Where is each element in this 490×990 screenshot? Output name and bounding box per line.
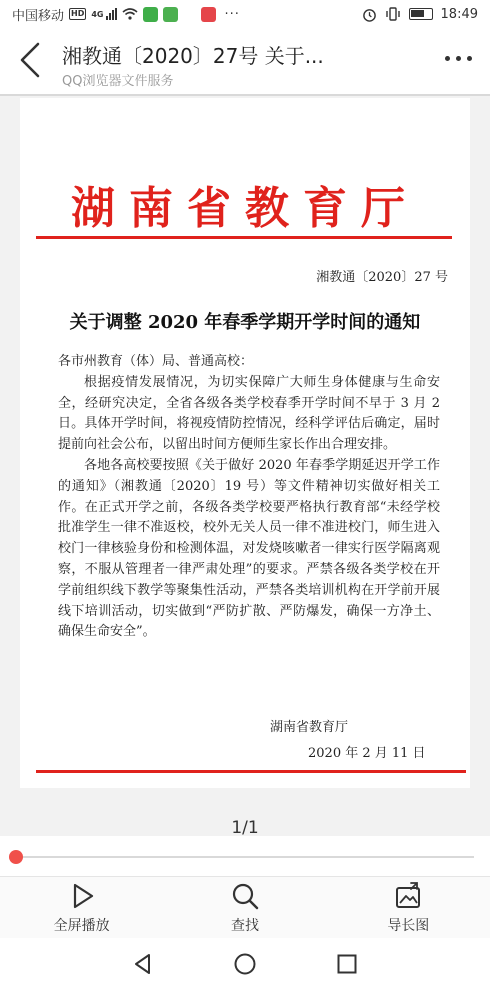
document-title: 湘教通〔2020〕27号 关于... xyxy=(62,44,324,68)
network-type: 4G xyxy=(91,9,104,19)
more-dots-icon xyxy=(445,56,450,61)
battery-icon xyxy=(409,8,433,20)
vibrate-icon xyxy=(385,7,401,21)
wifi-icon xyxy=(122,8,138,20)
carrier-name: 中国移动 xyxy=(12,8,65,24)
back-triangle-icon[interactable] xyxy=(131,952,155,976)
fullscreen-play-label: 全屏播放 xyxy=(53,918,110,934)
document-page xyxy=(20,98,470,788)
notice-body xyxy=(58,352,440,643)
paragraph-2: 各地各高校要按照《关于做好 2020 年春季学期延迟开学工作的通知》（湘教通〔2020〕19 号）等文件精神切实做好相关工作。在正式开学之前，各级各类学校要严格执行教育部“未经学校批准学生一律不准返校，校外无关人员一律不准进校门，师生进入校门一律核验身份和检测体温，对发烧咳嗽者一律实行医学隔离观察，不服从管理者一律严肃处理”的要求。严禁各级各类学校在开学前组织线下教学等聚集性活动，严禁各类培训机构在开学前开展线下培训活动，切实做到“严防扩散、严防爆发，确保一方净土、确保生命安全”。 xyxy=(58,457,440,640)
more-notifications-icon: ··· xyxy=(224,6,240,22)
bottom-toolbar xyxy=(0,876,490,938)
back-chevron-icon xyxy=(16,42,46,78)
signature: 湖南省教育厅 xyxy=(270,720,349,735)
scroll-progress-handle[interactable] xyxy=(9,850,23,864)
scroll-progress-track[interactable] xyxy=(16,856,474,858)
app-notification-icon xyxy=(163,7,178,22)
footer-divider xyxy=(36,770,466,773)
header-divider xyxy=(36,236,452,239)
notice-title: 关于调整 2020 年春季学期开学时间的通知 xyxy=(69,312,421,333)
source-label: QQ浏览器文件服务 xyxy=(62,74,174,89)
back-button[interactable] xyxy=(16,42,46,78)
viewer-header xyxy=(0,28,490,96)
document-viewport[interactable] xyxy=(0,96,490,836)
system-nav-bar xyxy=(0,938,490,990)
org-header: 湖南省教育厅 xyxy=(71,183,419,234)
signature-date: 2020 年 2 月 11 日 xyxy=(308,746,426,761)
fullscreen-play-button[interactable] xyxy=(0,877,163,938)
recents-square-icon[interactable] xyxy=(335,952,359,976)
app-notification-icon xyxy=(143,7,158,22)
search-icon xyxy=(230,881,260,911)
paragraph-1: 根据疫情发展情况，为切实保障广大师生身体健康与生命安全，经研究决定，全省各级各类学校春季开学时间不早于 3 月 2 日。具体开学时间，将视疫情防控情况，经科学评估后确定，届时提前向社会公布，以留出时间方便师生家长作出合理安排。 xyxy=(58,374,440,453)
hd-badge: HD xyxy=(71,9,85,18)
export-long-image-button[interactable] xyxy=(327,877,490,938)
app-notification-icon xyxy=(201,7,216,22)
salutation: 各市州教育（体）局、普通高校： xyxy=(58,354,254,369)
export-image-icon xyxy=(393,881,423,911)
clock-time: 18:49 xyxy=(440,6,478,22)
play-icon xyxy=(67,881,97,911)
export-long-image-label: 导长图 xyxy=(387,918,430,934)
page-indicator: 1/1 xyxy=(231,818,259,838)
signal-icon xyxy=(106,8,117,20)
find-label: 查找 xyxy=(230,918,259,934)
document-number: 湘教通〔2020〕27 号 xyxy=(316,270,448,285)
alarm-icon xyxy=(362,7,377,22)
find-button[interactable] xyxy=(163,877,326,938)
status-bar xyxy=(0,0,490,28)
more-button[interactable] xyxy=(445,56,472,61)
home-circle-icon[interactable] xyxy=(233,952,257,976)
